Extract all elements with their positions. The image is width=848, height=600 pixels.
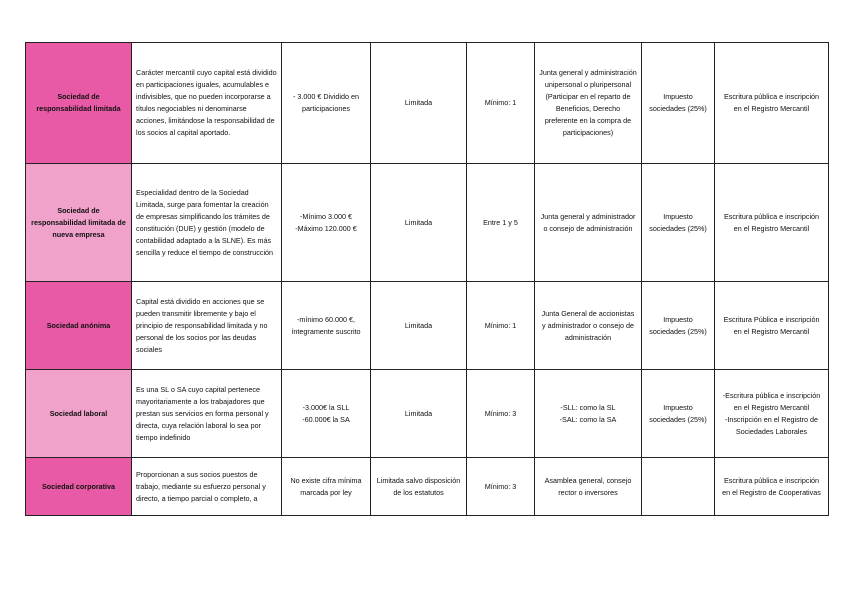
tax-cell xyxy=(642,458,715,516)
constitution-cell xyxy=(715,370,829,458)
capital-line: -Máximo 120.000 € xyxy=(295,223,357,233)
capital-cell xyxy=(282,370,371,458)
table-row xyxy=(26,370,829,458)
table-row xyxy=(26,282,829,370)
partners-cell: Mínimo: 3 xyxy=(467,370,535,458)
partners-cell: Entre 1 y 5 xyxy=(467,164,535,282)
responsibility-cell: Limitada xyxy=(371,370,467,458)
capital-line: -3.000€ la SLL xyxy=(302,402,350,412)
company-type-name: Sociedad corporativa xyxy=(41,481,116,491)
description-cell: Especialidad dentro de la Sociedad Limitada, surge para fomentar la creación de empresas simplificando los trámites de constitución (DUE) y gestión (modelo de contabilidad adaptado a la SLNE). Es más sencilla y reduce el tiempo de construcción xyxy=(132,164,282,282)
table-row xyxy=(26,164,829,282)
tax-cell: Impuesto sociedades (25%) xyxy=(642,370,715,458)
constitution-line: -Escritura pública e inscripción en el Registro Mercantil xyxy=(722,390,821,412)
company-types-table xyxy=(25,42,829,516)
tax-cell: Impuesto sociedades (25%) xyxy=(642,282,715,370)
description-cell: Proporcionan a sus socios puestos de trabajo, mediante su esfuerzo personal y directo, a tiempo parcial o completo, a xyxy=(132,458,282,516)
responsibility-cell: Limitada xyxy=(371,282,467,370)
organs-line: -SAL: como la SA xyxy=(559,414,617,424)
capital-cell: -mínimo 60.000 €, íntegramente suscrito xyxy=(282,282,371,370)
constitution-cell: Escritura pública e inscripción en el Registro Mercantil xyxy=(715,164,829,282)
constitution-line: -Inscripción en el Registro de Sociedades Laborales xyxy=(724,414,819,436)
row-name-cell xyxy=(26,282,132,370)
company-type-name: Sociedad de responsabilidad limitada xyxy=(36,92,121,113)
capital-cell: - 3.000 € Dividido en participaciones xyxy=(282,43,371,164)
partners-cell: Mínimo: 1 xyxy=(467,282,535,370)
organs-cell xyxy=(535,370,642,458)
organs-cell: Junta general y administrador o consejo de administración xyxy=(535,164,642,282)
organs-cell: Asamblea general, consejo rector o inversores xyxy=(535,458,642,516)
capital-cell: No existe cifra mínima marcada por ley xyxy=(282,458,371,516)
table-row xyxy=(26,43,829,164)
row-name-cell xyxy=(26,164,132,282)
company-type-name: Sociedad de responsabilidad limitada de nueva empresa xyxy=(31,205,126,239)
constitution-cell: Escritura pública e inscripción en el Registro Mercantil xyxy=(715,43,829,164)
description-cell: Capital está dividido en acciones que se pueden transmitir libremente y bajo el principio de responsabilidad limitada y no personal de los socios por las deudas sociales xyxy=(132,282,282,370)
responsibility-cell: Limitada salvo disposición de los estatutos xyxy=(371,458,467,516)
constitution-cell: Escritura Pública e inscripción en el Registro Mercantil xyxy=(715,282,829,370)
constitution-cell: Escritura pública e inscripción en el Registro de Cooperativas xyxy=(715,458,829,516)
capital-line: -60.000€ la SA xyxy=(302,414,350,424)
capital-line: -Mínimo 3.000 € xyxy=(300,211,352,221)
partners-cell: Mínimo: 3 xyxy=(467,458,535,516)
responsibility-cell: Limitada xyxy=(371,164,467,282)
partners-cell: Mínimo: 1 xyxy=(467,43,535,164)
table-row xyxy=(26,458,829,516)
capital-cell xyxy=(282,164,371,282)
organs-line: -SLL: como la SL xyxy=(560,402,616,412)
organs-cell: Junta General de accionistas y administrador o consejo de administración xyxy=(535,282,642,370)
responsibility-cell: Limitada xyxy=(371,43,467,164)
company-type-name: Sociedad laboral xyxy=(49,408,108,418)
tax-cell: Impuesto sociedades (25%) xyxy=(642,43,715,164)
row-name-cell xyxy=(26,370,132,458)
row-name-cell xyxy=(26,43,132,164)
description-cell: Es una SL o SA cuyo capital pertenece mayoritariamente a los trabajadores que prestan sus servicios en forma personal y directa, cuya relación laboral lo sea por tiempo indefinido xyxy=(132,370,282,458)
description-cell: Carácter mercantil cuyo capital está dividido en participaciones iguales, acumulables e indivisibles, que no pueden incorporarse a títulos negociables ni denominarse acciones, limitándose la responsabilidad de los socios al capital aportado. xyxy=(132,43,282,164)
company-type-name: Sociedad anónima xyxy=(46,320,111,330)
organs-cell: Junta general y administración unipersonal o pluripersonal (Participar en el reparto de Beneficios, Derecho preferente en la compra de participaciones) xyxy=(535,43,642,164)
row-name-cell xyxy=(26,458,132,516)
tax-cell: Impuesto sociedades (25%) xyxy=(642,164,715,282)
